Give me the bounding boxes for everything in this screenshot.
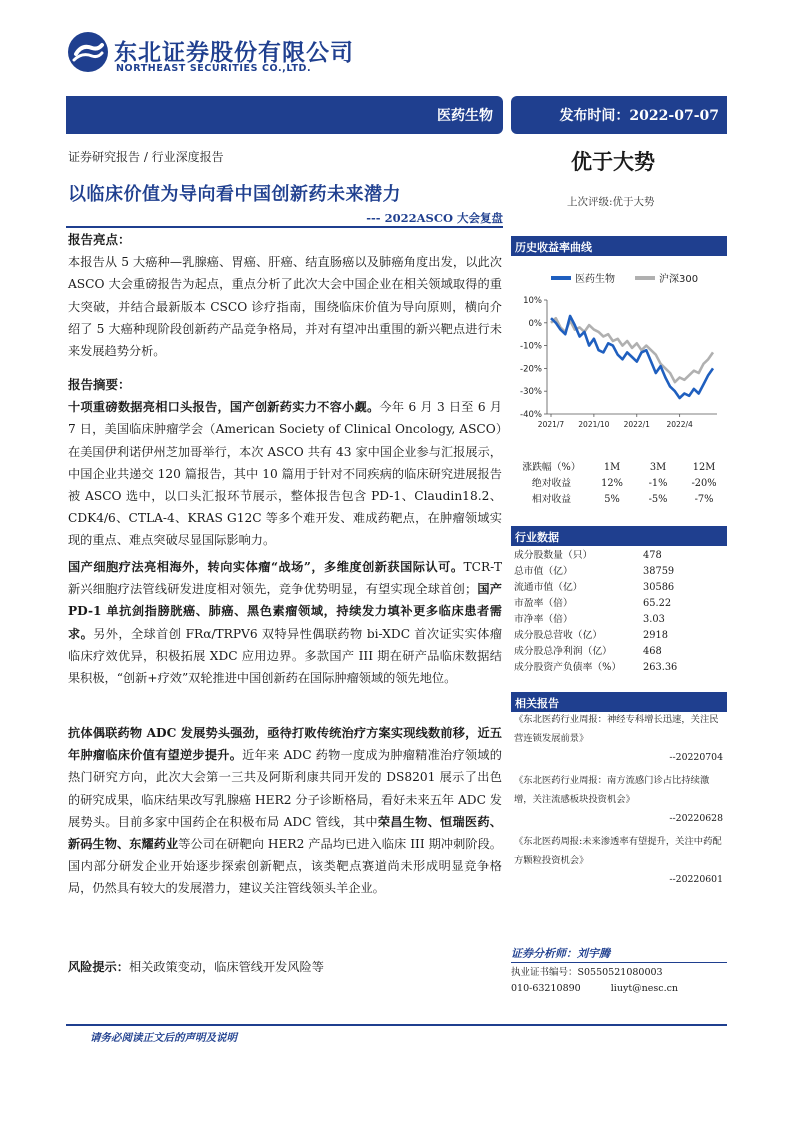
summary-heading: 报告摘要： bbox=[68, 377, 131, 392]
ind-value: 478 bbox=[643, 550, 662, 561]
ind-value: 2918 bbox=[643, 630, 668, 641]
summary-p1-lead: 十项重磅数据亮相口头报告，国产创新药实力不容小觑。 bbox=[68, 400, 380, 415]
performance-row bbox=[511, 492, 727, 508]
analyst-email[interactable]: liuyt@nesc.cn bbox=[610, 983, 679, 994]
analyst-contact bbox=[511, 981, 727, 997]
highlights-section bbox=[68, 229, 502, 362]
perf-header-label: 涨跌幅（%） bbox=[522, 462, 581, 473]
related-report-title[interactable]: 《东北医药周报:未来渗透率有望提升，关注中药配方颗粒投资机会》 bbox=[514, 836, 722, 866]
summary-p2-text-a: TCR-T 新兴细胞疗法管线研发进度相对领先，竞争优势明显，有望实现全球首创； bbox=[68, 560, 502, 597]
y-tick-label: -30% bbox=[520, 387, 542, 398]
date-bar bbox=[511, 96, 727, 134]
industry-row bbox=[511, 564, 727, 580]
x-tick-label: 2021/7 bbox=[537, 420, 565, 429]
highlights-text: 本报告从 5 大癌种—乳腺癌、胃癌、肝癌、结直肠癌以及肺癌角度出发，以此次 ASCO 大会重磅报告为起点，重点分析了此次大会中国企业在相关领域取得的重大突破，并结合最新版本 CSCO 诊疗指南，围绕临床价值为导向原则，横向介绍了 5 大癌种现阶段创新药产品竞争格局，并对有望冲出重围的新兴靶点进行未来发展趋势分析。 bbox=[68, 255, 502, 359]
summary-p2-bold-b: 国产 PD-1 单抗剑指膀胱癌、肺癌、黑色素瘤领域，持续发力填补更多临床患者需求。 bbox=[68, 582, 502, 641]
related-report-title[interactable]: 《东北医药行业周报：南方流感门诊占比持续激增，关注流感板块投资机会》 bbox=[514, 775, 710, 805]
related-reports-list bbox=[511, 710, 727, 893]
ind-label: 总市值（亿） bbox=[514, 566, 573, 577]
series-line bbox=[551, 316, 713, 398]
summary-p1-text: 今年 6 月 3 日至 6 月 7 日，美国临床肿瘤学会（American Society of Clinical Oncology, ASCO）在美国伊利诺伊州芝加哥举行，本次 ASCO 共有 43 家中国企业参与汇报展示，中国企业共递交 120 篇报告，其中 10 篇用于针对不同疾病的临床研究进展报告被 ASCO 选中，以口头汇报环节展示，整体报告包含 PD-1、Claudin18.2、CDK4/6、CTLA-4、KRAS G12C 等多个难开发、难成药靶点，在肿瘤领域实现的重点、难点突破尽显国际影响力。 bbox=[68, 400, 502, 548]
summary-p3-text-a: 近年来 ADC 药物一度成为肿瘤精准治疗领域的热门研究方向，此次大会第一三共及阿斯利康共同开发的 DS8201 展示了出色的研究成果，临床结果改写乳腺癌 HER2 分子诊断格局，看好未来五年 ADC 发展势头。目前多家中国药企在积极布局 ADC 管线，其中 bbox=[68, 748, 502, 829]
risk-text: 相关政策变动，临床管线开发风险等 bbox=[128, 960, 324, 974]
ind-value: 3.03 bbox=[643, 614, 665, 625]
related-reports-heading: 相关报告 bbox=[511, 692, 727, 712]
ind-value: 263.36 bbox=[643, 662, 678, 673]
ind-value: 65.22 bbox=[643, 598, 672, 609]
related-report-date: --20220601 bbox=[669, 874, 723, 885]
related-report-date: --20220704 bbox=[669, 752, 723, 763]
analyst-name: 证券分析师：刘宇腾 bbox=[511, 946, 727, 963]
y-tick-label: 10% bbox=[523, 296, 542, 306]
ind-value: 30586 bbox=[643, 582, 675, 593]
industry-data-heading: 行业数据 bbox=[511, 526, 727, 546]
perf-cell: 12% bbox=[601, 478, 623, 489]
perf-cell: -1% bbox=[648, 478, 668, 489]
footer-divider bbox=[66, 1024, 727, 1026]
performance-header-row bbox=[511, 460, 727, 476]
title-divider bbox=[66, 226, 503, 228]
y-tick-label: -10% bbox=[520, 341, 542, 352]
report-title: 以临床价值为导向看中国创新药未来潜力 bbox=[68, 184, 401, 205]
company-name-en: NORTHEAST SECURITIES CO.,LTD. bbox=[116, 63, 312, 74]
rating: 优于大势 bbox=[571, 149, 655, 174]
breadcrumb: 证券研究报告 / 行业深度报告 bbox=[68, 150, 224, 164]
return-chart-svg bbox=[511, 258, 727, 452]
legend-label: 医药生物 bbox=[575, 274, 615, 285]
analyst-block bbox=[511, 946, 727, 997]
company-name-cn: 东北证券股份有限公司 bbox=[114, 40, 354, 66]
summary-p3-text-c: 等公司在研靶向 HER2 产品均已进入临床 III 期冲刺阶段。国内部分研发企业开始逐步探索创新靶点，该类靶点赛道尚未形成明显竞争格局，仍然具有较大的发展潜力，建议关注管线领头羊企业。 bbox=[68, 837, 502, 896]
risk-label: 风险提示： bbox=[68, 960, 129, 974]
summary-p2-text-c: 另外，全球首创 FRα/TRPV6 双特异性偶联药物 bi-XDC 首次证实实体瘤临床疗效优异，积极拓展 XDC 应用边界。多款国产 III 期在研产品临床数据结果积极，“创新+疗效”双轮推进中国创新药在国际肿瘤领域的领先地位。 bbox=[68, 626, 503, 686]
x-tick-label: 2021/10 bbox=[578, 420, 610, 429]
x-tick-label: 2022/4 bbox=[666, 420, 693, 429]
risk-section bbox=[68, 956, 502, 978]
summary-p2-lead: 国产细胞疗法亮相海外，转向实体瘤“战场”，多维度创新获国际认可。 bbox=[68, 560, 464, 574]
publish-date: 发布时间：2022-07-07 bbox=[559, 108, 719, 124]
summary-paragraph-1 bbox=[68, 396, 502, 551]
footer-disclaimer: 请务必阅读正文后的声明及说明 bbox=[90, 1032, 237, 1044]
performance-table bbox=[511, 460, 727, 508]
report-subtitle: --- 2022ASCO 大会复盘 bbox=[366, 211, 503, 225]
previous-rating: 上次评级:优于大势 bbox=[567, 196, 655, 208]
perf-cell: 相对收益 bbox=[531, 494, 572, 505]
ind-value: 38759 bbox=[643, 566, 675, 577]
sector-label: 医药生物 bbox=[437, 108, 493, 124]
perf-cell: -7% bbox=[694, 494, 714, 505]
industry-row bbox=[511, 612, 727, 628]
perf-header-12m: 12M bbox=[692, 462, 716, 473]
industry-row bbox=[511, 628, 727, 644]
ind-label: 市净率（倍） bbox=[514, 614, 573, 625]
industry-row bbox=[511, 548, 727, 564]
industry-row bbox=[511, 644, 727, 660]
analyst-license: 执业证书编号：S0550521080003 bbox=[511, 967, 663, 978]
perf-cell: -5% bbox=[648, 494, 668, 505]
industry-row bbox=[511, 596, 727, 612]
x-tick-label: 2022/1 bbox=[623, 420, 650, 429]
industry-row bbox=[511, 580, 727, 596]
ind-label: 成分股数量（只） bbox=[514, 550, 593, 561]
return-chart bbox=[511, 258, 727, 452]
perf-header-3m: 3M bbox=[649, 462, 667, 473]
ind-label: 市盈率（倍） bbox=[514, 598, 573, 609]
ind-label: 成分股总净利润（亿） bbox=[514, 646, 612, 657]
ind-value: 468 bbox=[643, 646, 662, 657]
related-report-title[interactable]: 《东北医药行业周报：神经专科增长迅速，关注民营连锁发展前景》 bbox=[514, 714, 719, 744]
summary-paragraph-2 bbox=[68, 556, 502, 689]
perf-cell: 5% bbox=[604, 494, 620, 505]
industry-row bbox=[511, 660, 727, 676]
ind-label: 流通市值（亿） bbox=[514, 582, 583, 593]
perf-header-1m: 1M bbox=[603, 462, 621, 473]
ind-label: 成分股总营收（亿） bbox=[514, 630, 603, 641]
y-tick-label: 0% bbox=[528, 318, 542, 329]
sector-bar bbox=[66, 96, 503, 134]
legend-label: 沪深300 bbox=[659, 274, 699, 285]
performance-row bbox=[511, 476, 727, 492]
y-tick-label: -40% bbox=[520, 410, 542, 420]
industry-data-table bbox=[511, 548, 727, 676]
chart-section-heading: 历史收益率曲线 bbox=[511, 236, 727, 256]
summary-paragraph-3 bbox=[68, 722, 502, 900]
y-tick-label: -20% bbox=[520, 364, 542, 375]
highlights-heading: 报告亮点： bbox=[68, 232, 131, 247]
company-logo bbox=[68, 32, 108, 72]
analyst-phone: 010-63210890 bbox=[511, 983, 581, 994]
related-report-date: --20220628 bbox=[669, 813, 723, 824]
summary-p3-bold-b: 荣昌生物、恒瑞医药、新码生物、东耀药业 bbox=[68, 814, 502, 852]
logo-mark-icon bbox=[68, 32, 108, 72]
perf-cell: -20% bbox=[691, 478, 717, 489]
perf-cell: 绝对收益 bbox=[531, 478, 572, 489]
ind-label: 成分股资产负债率（%） bbox=[514, 662, 622, 673]
summary-p3-lead: 抗体偶联药物 ADC 发展势头强劲，亟待打败传统治疗方案实现线数前移，近五年肿瘤临床价值有望逆步提升。 bbox=[68, 726, 502, 763]
summary-section bbox=[68, 374, 502, 552]
